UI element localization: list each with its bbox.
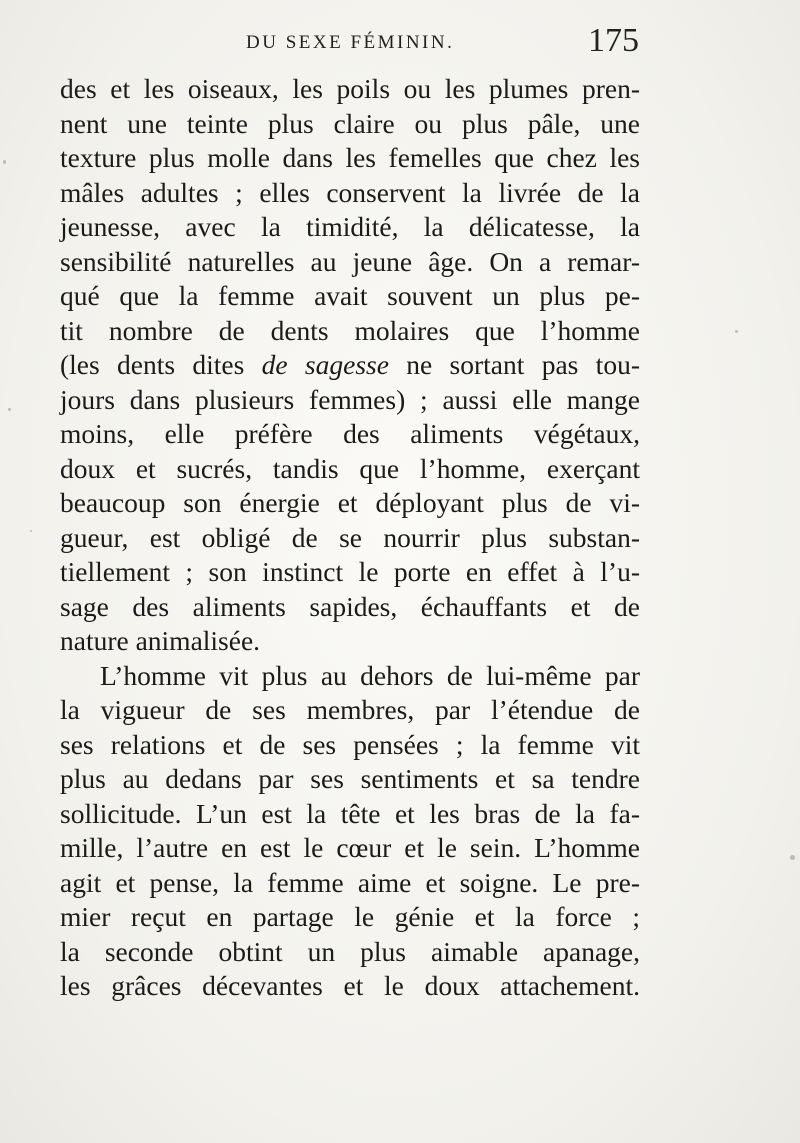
text-line: jours dans plusieurs femmes) ; aussi elle mange	[60, 383, 640, 415]
text-line: ses relations et de ses pensées ; la femme vit	[60, 728, 640, 760]
text-run: (les dents dites	[60, 349, 262, 380]
body-text	[60, 72, 640, 1004]
text-line: des et les oiseaux, les poils ou les plumes pren-	[60, 73, 640, 104]
text-line: tit nombre de dents molaires que l’homme	[60, 314, 640, 346]
paragraph-start-line: L’homme vit plus au dehors de lui-même par	[100, 659, 640, 691]
text-line: agit et pense, la femme aime et soigne. Le pre-	[60, 866, 640, 898]
text-line: doux et sucrés, tandis que l’homme, exerçant	[60, 452, 640, 484]
text-line: la vigueur de ses membres, par l’étendue de	[60, 694, 640, 725]
text-line: mille, l’autre en est le cœur et le sein. L’homme	[60, 832, 640, 863]
text-line: sensibilité naturelles au jeune âge. On a remar-	[60, 245, 640, 277]
text-line: mier reçut en partage le génie et la force ;	[60, 901, 640, 932]
text-line: tiellement ; son instinct le porte en effet à l’u-	[60, 556, 640, 587]
paragraph-end-line: nature animalisée.	[60, 625, 261, 656]
text-line: texture plus molle dans les femelles que chez les	[60, 142, 640, 173]
page-number: 175	[588, 22, 639, 59]
scan-speck	[8, 408, 11, 411]
text-line: sage des aliments sapides, échauffants et de	[60, 590, 640, 622]
scan-speck	[790, 855, 795, 860]
text-line	[60, 348, 640, 383]
text-line: sollicitude. L’un est la tête et les bras de la fa-	[60, 797, 640, 829]
text-line: moins, elle préfère des aliments végétaux,	[60, 418, 640, 449]
text-line: gueur, est obligé de se nourrir plus substan-	[60, 521, 640, 553]
running-head-title: DU SEXE FÉMININ.	[246, 32, 455, 53]
text-line: qué que la femme avait souvent un plus pe-	[60, 280, 640, 311]
italic-phrase: de sagesse	[261, 349, 389, 380]
scan-speck	[735, 330, 738, 333]
text-line: la seconde obtint un plus aimable apanage,	[60, 935, 640, 967]
text-line: plus au dedans par ses sentiments et sa tendre	[60, 763, 640, 794]
scan-speck	[30, 530, 32, 532]
text-line: les grâces décevantes et le doux attachement.	[60, 970, 640, 1001]
text-line: nent une teinte plus claire ou plus pâle, une	[60, 107, 640, 139]
text-line: jeunesse, avec la timidité, la délicatesse, la	[60, 211, 640, 242]
running-head	[0, 22, 800, 70]
text-line: beaucoup son énergie et déployant plus de vi-	[60, 487, 640, 518]
text-line: mâles adultes ; elles conservent la livrée de la	[60, 176, 640, 208]
text-run: ne sortant pas tou-	[388, 349, 640, 380]
scan-speck	[3, 160, 6, 164]
